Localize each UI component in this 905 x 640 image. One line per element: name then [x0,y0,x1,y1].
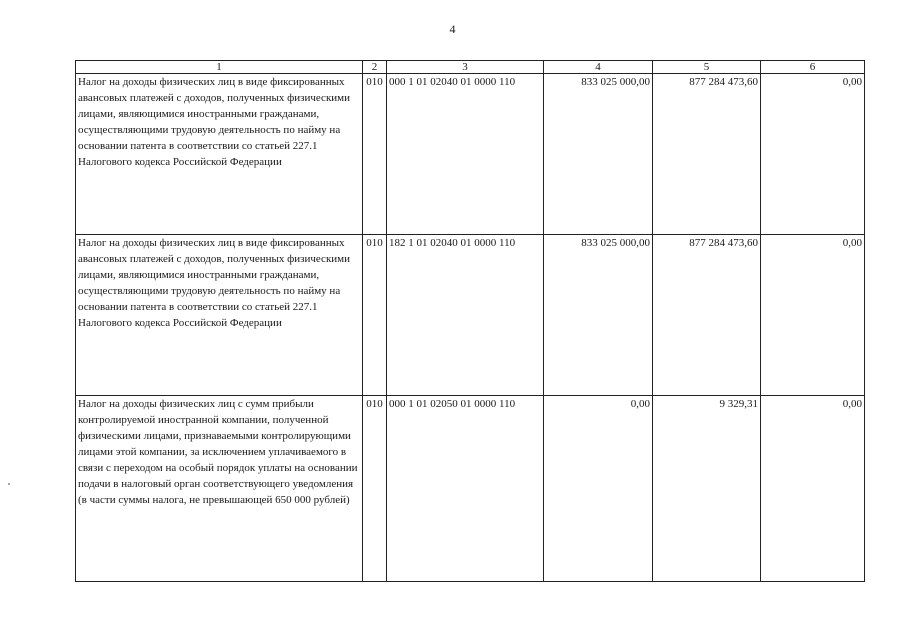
header-col-4: 4 [544,61,653,74]
row-name: Налог на доходы физических лиц в виде фиксированных авансовых платежей с доходов, полученных физическими лицами, являющимися иностранными гражданами, осуществляющими трудовую деятельность по найму на основании патента в соответствии со статьей 227.1 Налогового кодекса Российской Федерации [76,235,363,396]
row-line-code: 010 [363,396,387,582]
row-name: Налог на доходы физических лиц в виде фиксированных авансовых платежей с доходов, полученных физическими лицами, являющимися иностранными гражданами, осуществляющими трудовую деятельность по найму на основании патента в соответствии со статьей 227.1 Налогового кодекса Российской Федерации [76,74,363,235]
row-kbk-code: 000 1 01 02040 01 0000 110 [387,74,544,235]
header-col-3: 3 [387,61,544,74]
page-number: 4 [449,22,456,36]
row-col5-value: 9 329,31 [653,396,761,582]
header-col-5: 5 [653,61,761,74]
row-col4-value: 0,00 [544,396,653,582]
header-col-2: 2 [363,61,387,74]
row-col5-value: 877 284 473,60 [653,235,761,396]
row-name: Налог на доходы физических лиц с сумм прибыли контролируемой иностранной компании, полученной физическими лицами, признаваемыми контролирующими лицами этой компании, за исключением уплачиваемого в связи с переходом на особый порядок уплаты на основании подачи в налоговый орган соответствующего уведомления (в части суммы налога, не превышающей 650 000 рублей) [76,396,363,582]
row-col6-value: 0,00 [761,74,865,235]
row-col6-value: 0,00 [761,235,865,396]
table-row [76,235,865,396]
row-col4-value: 833 025 000,00 [544,235,653,396]
table-row [76,396,865,582]
row-line-code: 010 [363,235,387,396]
header-col-6: 6 [761,61,865,74]
row-line-code: 010 [363,74,387,235]
header-col-1: 1 [76,61,363,74]
income-table [75,60,865,582]
header-row [76,61,865,74]
row-col5-value: 877 284 473,60 [653,74,761,235]
row-kbk-code: 000 1 01 02050 01 0000 110 [387,396,544,582]
scan-speck [8,483,10,485]
row-kbk-code: 182 1 01 02040 01 0000 110 [387,235,544,396]
row-col4-value: 833 025 000,00 [544,74,653,235]
table-row [76,74,865,235]
row-col6-value: 0,00 [761,396,865,582]
